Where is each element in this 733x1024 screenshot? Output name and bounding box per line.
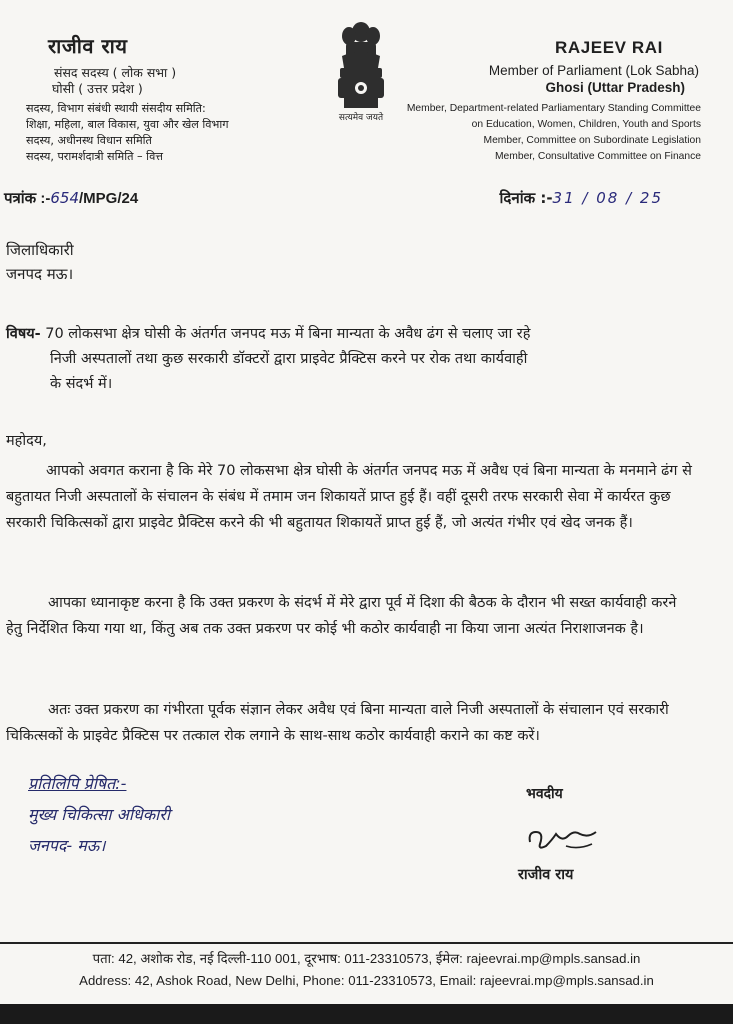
subject-label: विषय-	[6, 326, 41, 342]
body-paragraph: आपका ध्यानाकृष्ट करना है कि उक्त प्रकरण के संदर्भ में मेरे द्वारा पूर्व में दिशा की बैठक के दौरान भी सख्त कार्यवाही करने हेतु निर्देशित किया गया था, किंतु अब तक उक्त प्रकरण पर कोई भी कठोर कार्यवाही ना किया जाना अत्यंत निराशाजनक है।	[6, 595, 677, 637]
salutation: महोदय,	[6, 433, 47, 449]
copy-to-district: जनपद- मऊ।	[28, 836, 106, 855]
body-paragraph: आपको अवगत कराना है कि मेरे 70 लोकसभा क्षेत्र घोसी के अंतर्गत जनपद मऊ में अवैध एवं बिना मान्यता के मनमाने ढंग से बहुतायत निजी अस्पतालों के संचालन के संबंध में तमाम जन शिकायतें प्राप्त हुई हैं। वहीं दूसरी तरफ सरकारी सेवा में कार्यरत कुछ सरकारी चिकित्सकों द्वारा प्राइवेट प्रैक्टिस करने की भी बहुतायत शिकायतें प्राप्त हुई हैं, जो अत्यंत गंभीर एवं खेद जनक हैं।	[6, 463, 692, 531]
subject	[6, 322, 686, 397]
letter-body	[6, 428, 706, 536]
reference-suffix: /MPG/24	[79, 190, 139, 207]
date-handwritten-value: 31 / 08 / 25	[552, 189, 663, 207]
emblem-motto: सत्यमेव जयते	[338, 113, 384, 123]
committee-line-hindi: सदस्य, परामर्शदात्री समिति – वित्त	[26, 150, 164, 163]
body-paragraph: अतः उक्त प्रकरण का गंभीरता पूर्वक संज्ञान लेकर अवैध एवं बिना मान्यता वाले निजी अस्पतालों के संचालान एवं सरकारी चिकित्सकों के प्राइवेट प्रैक्टिस पर तत्काल रोक लगाने के साथ-साथ कठोर कार्यवाही कराने का कष्ट करें।	[6, 702, 669, 744]
signature-icon	[522, 820, 602, 860]
copy-to-recipient: मुख्य चिकित्सा अधिकारी	[28, 805, 170, 824]
footer-divider	[0, 942, 733, 944]
footer-address-english: Address: 42, Ashok Road, New Delhi, Phone: 011-23310573, Email: rajeevrai.mp@mpls.sansad.in	[79, 973, 654, 988]
addressee-district: जनपद मऊ।	[6, 265, 74, 283]
addressee-office: जिलाधिकारी	[6, 241, 74, 259]
closing-yours: भवदीय	[526, 786, 563, 802]
subject-line: के संदर्भ में।	[50, 376, 113, 392]
reference-number	[4, 188, 138, 208]
addressee	[6, 238, 74, 286]
date-label: दिनांक :-	[499, 189, 553, 207]
footer-address	[0, 948, 733, 992]
mp-title-english: Member of Parliament (Lok Sabha)	[488, 63, 699, 78]
committee-block-english	[361, 101, 701, 165]
constituency-english: Ghosi (Uttar Pradesh)	[545, 80, 685, 95]
committee-line-hindi: सदस्य, अधीनस्थ विधान समिति	[26, 134, 152, 147]
subject-line: 70 लोकसभा क्षेत्र घोसी के अंतर्गत जनपद मऊ में बिना मान्यता के अवैध ढंग से चलाए जा रहे	[45, 326, 531, 342]
copy-to-heading: प्रतिलिपि प्रेषित:-	[28, 774, 127, 793]
footer-address-hindi: पता: 42, अशोक रोड, नई दिल्ली-110 001, दूरभाष: 011-23310573, ईमेल: rajeevrai.mp@mpls.sansad.in	[92, 951, 641, 966]
reference-label: पत्रांक :-	[4, 190, 51, 207]
constituency-hindi: घोसी ( उत्तर प्रदेश )	[52, 81, 143, 96]
signatory-name: राजीव राय	[518, 867, 574, 883]
letterhead-hindi	[26, 32, 336, 165]
committee-line-hindi: शिक्षा, महिला, बाल विकास, युवा और खेल विभाग	[26, 118, 229, 131]
subject-line: निजी अस्पतालों तथा कुछ सरकारी डॉक्टरों द्वारा प्राइवेट प्रैक्टिस करने पर रोक तथा कार्यवाही	[50, 351, 528, 367]
mp-title-hindi: संसद सदस्य ( लोक सभा )	[54, 65, 177, 80]
copy-to-block	[28, 768, 170, 861]
letter-date	[500, 188, 663, 208]
committee-line-english: Member, Consultative Committee on Finance	[494, 151, 701, 162]
reference-handwritten-number: 654	[50, 189, 80, 207]
letterhead-english	[361, 38, 701, 165]
committee-line-english: Member, Department-related Parliamentary Standing Committee	[406, 103, 701, 114]
committee-line-english: Member, Committee on Subordinate Legislation	[483, 135, 701, 146]
mp-name-hindi: राजीव राय	[48, 34, 128, 58]
mp-name-english: RAJEEV RAI	[554, 38, 663, 57]
committee-line-hindi: सदस्य, विभाग संबंधी स्थायी संसदीय समिति:	[26, 102, 206, 115]
committee-line-english: on Education, Women, Children, Youth and Sports	[471, 119, 701, 130]
